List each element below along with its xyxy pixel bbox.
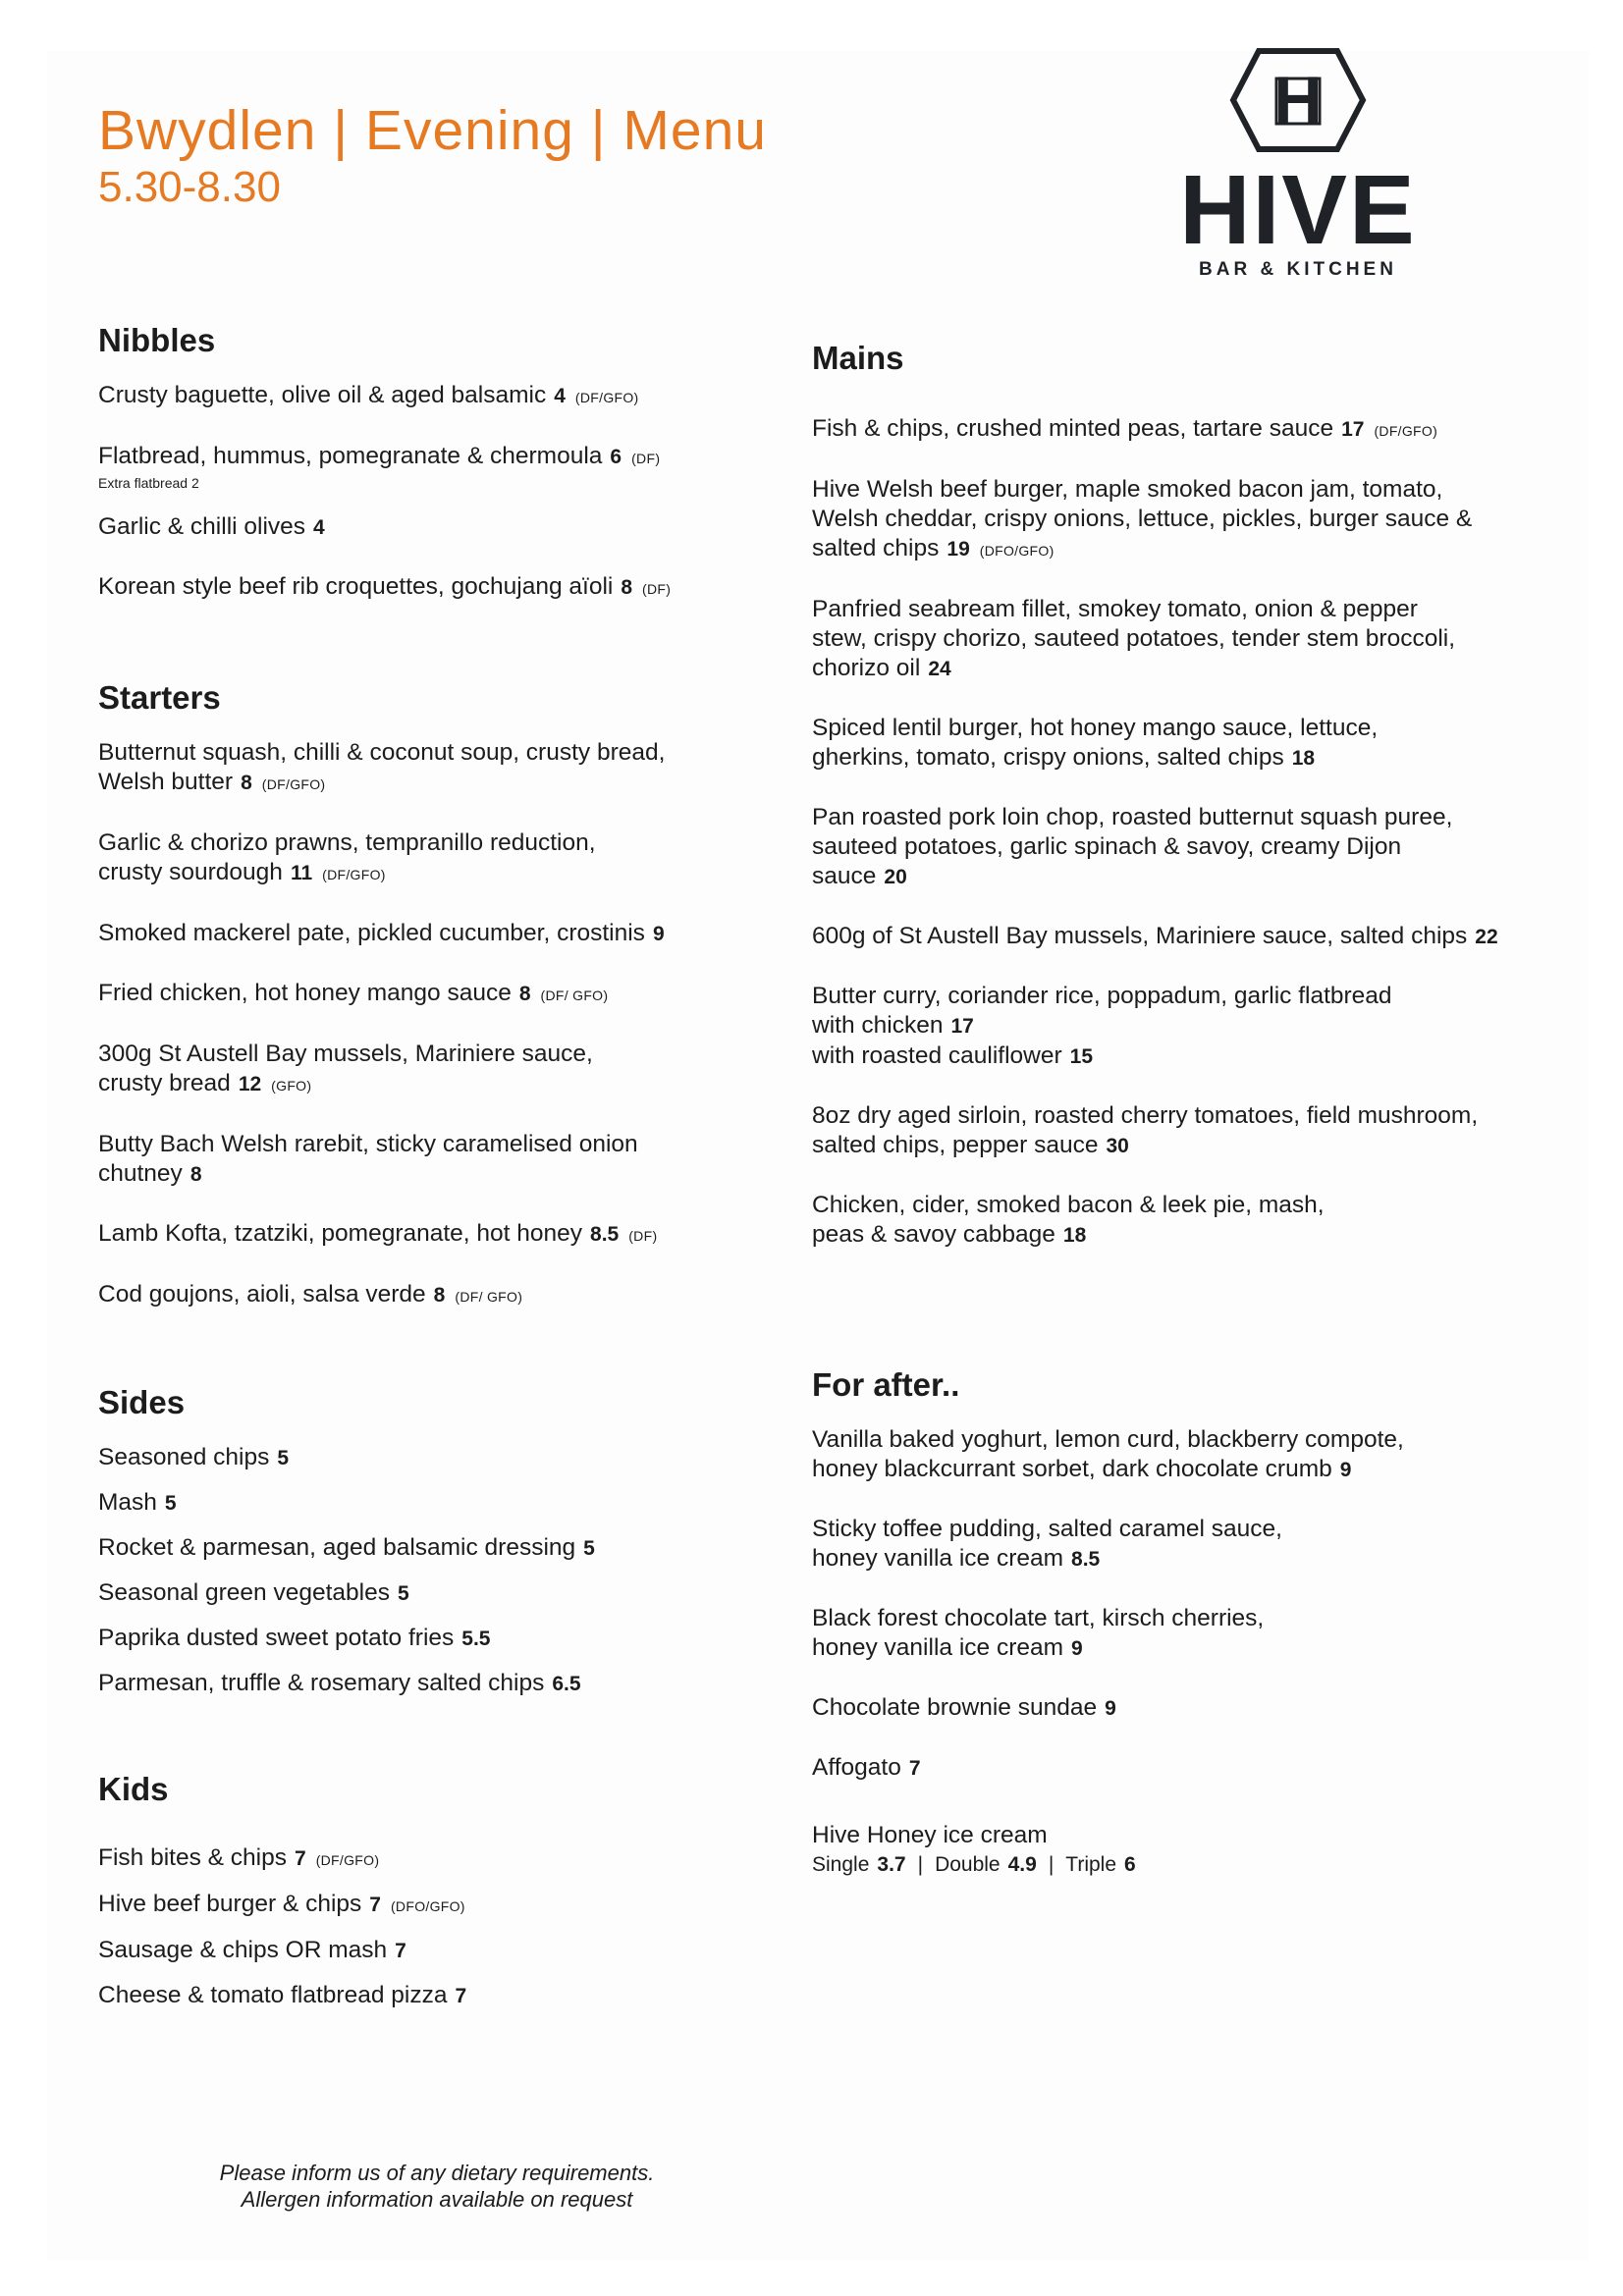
menu-item bbox=[98, 1443, 776, 1473]
item-name: Cheese & tomato flatbread pizza bbox=[98, 1982, 448, 2008]
item-price: 8.5 bbox=[1071, 1548, 1101, 1571]
item-name: Korean style beef rib croquettes, gochujang aïoli bbox=[98, 573, 614, 600]
option-label: Double bbox=[935, 1853, 1001, 1876]
item-price: 6 bbox=[1124, 1853, 1136, 1876]
item-name: Affogato bbox=[812, 1754, 901, 1781]
menu-item bbox=[98, 1843, 776, 1875]
menu-item bbox=[98, 919, 776, 949]
service-hours: 5.30-8.30 bbox=[98, 163, 281, 211]
item-name: Chicken, cider, smoked bacon & leek pie, mash, bbox=[812, 1192, 1325, 1218]
dietary-tag: (DFO/GFO) bbox=[390, 1898, 465, 1914]
item-name: Garlic & chorizo prawns, tempranillo reduction, bbox=[98, 829, 596, 856]
item-name-cont: honey blackcurrant sorbet, dark chocolate crumb bbox=[812, 1456, 1332, 1482]
item-name-cont: sauteed potatoes, garlic spinach & savoy, creamy Dijon bbox=[812, 833, 1402, 860]
item-price: 5.5 bbox=[461, 1628, 491, 1650]
dietary-tag: (DF/ GFO) bbox=[540, 988, 609, 1003]
item-name: Paprika dusted sweet potato fries bbox=[98, 1625, 455, 1651]
item-price: 19 bbox=[947, 538, 970, 561]
item-name: Butter curry, coriander rice, poppadum, garlic flatbread bbox=[812, 983, 1392, 1009]
menu-item bbox=[98, 1890, 776, 1921]
section-title: Kids bbox=[98, 1771, 169, 1807]
menu-item bbox=[98, 1280, 776, 1311]
item-name-cont: peas & savoy cabbage bbox=[812, 1221, 1055, 1248]
menu-item bbox=[98, 828, 776, 889]
dietary-tag: (DF/GFO) bbox=[1374, 423, 1438, 439]
menu-title: Bwydlen | Evening | Menu bbox=[98, 99, 767, 162]
option-label: with roasted cauliflower bbox=[812, 1042, 1062, 1069]
item-name: Fish bites & chips bbox=[98, 1844, 287, 1871]
kids-section bbox=[98, 1771, 776, 2026]
menu-item bbox=[98, 1981, 776, 2011]
item-name-cont: honey vanilla ice cream bbox=[812, 1545, 1064, 1572]
item-name: Fried chicken, hot honey mango sauce bbox=[98, 980, 512, 1006]
menu-item bbox=[812, 1515, 1588, 1575]
item-name: Pan roasted pork loin chop, roasted butternut squash puree, bbox=[812, 804, 1453, 830]
item-price: 15 bbox=[1069, 1045, 1094, 1068]
item-price: 5 bbox=[277, 1447, 290, 1469]
item-price: 22 bbox=[1475, 926, 1498, 948]
item-price: 18 bbox=[1062, 1224, 1087, 1247]
logo-subtitle: BAR & KITCHEN bbox=[1199, 259, 1397, 280]
item-name: Cod goujons, aioli, salsa verde bbox=[98, 1281, 426, 1308]
item-price: 24 bbox=[928, 658, 951, 680]
menu-item bbox=[812, 1604, 1588, 1664]
footer-line: Allergen information available on request bbox=[241, 2187, 633, 2212]
menu-item bbox=[98, 572, 776, 604]
menu-item bbox=[98, 1488, 776, 1519]
section-title: For after.. bbox=[812, 1366, 960, 1403]
separator: | bbox=[1048, 1853, 1055, 1876]
dietary-tag: (DF) bbox=[642, 581, 672, 597]
item-price: 30 bbox=[1106, 1135, 1129, 1157]
item-price: 8 bbox=[189, 1163, 202, 1186]
item-name: Crusty baguette, olive oil & aged balsamic bbox=[98, 382, 547, 408]
ice-cream-options bbox=[812, 1850, 1588, 1880]
dietary-tag: (DFO/GFO) bbox=[979, 543, 1055, 559]
starters-section bbox=[98, 679, 776, 1341]
dietary-tag: (DF/GFO) bbox=[315, 1852, 380, 1868]
menu-item bbox=[812, 1693, 1588, 1724]
item-name-cont: crusty bread bbox=[98, 1070, 231, 1096]
curry-option bbox=[812, 1041, 1588, 1072]
item-name-cont: crusty sourdough bbox=[98, 859, 283, 885]
item-price: 9 bbox=[652, 923, 665, 945]
menu-item bbox=[812, 1101, 1588, 1161]
logo-wordmark: HIVE bbox=[1179, 155, 1417, 265]
menu-item bbox=[98, 381, 776, 412]
item-price: 7 bbox=[295, 1847, 306, 1870]
item-price: 9 bbox=[1339, 1459, 1352, 1481]
section-title: Starters bbox=[98, 679, 221, 716]
section-title: Mains bbox=[812, 340, 904, 376]
ice-cream-item bbox=[812, 1821, 1588, 1880]
item-name-cont: salted chips bbox=[812, 535, 940, 561]
item-price: 4 bbox=[554, 385, 566, 407]
menu-item bbox=[812, 803, 1588, 892]
item-name: Lamb Kofta, tzatziki, pomegranate, hot honey bbox=[98, 1220, 583, 1247]
dietary-footer bbox=[98, 2160, 776, 2213]
dietary-tag: (DF) bbox=[628, 1228, 658, 1244]
item-price: 20 bbox=[884, 866, 907, 888]
menu-item bbox=[812, 595, 1588, 684]
item-name-cont: Welsh cheddar, crispy onions, lettuce, pickles, burger sauce & bbox=[812, 506, 1473, 532]
item-price: 17 bbox=[1341, 418, 1365, 441]
menu-item bbox=[98, 1624, 776, 1654]
item-price: 11 bbox=[290, 862, 313, 884]
curry-option bbox=[812, 1011, 1588, 1041]
item-price: 17 bbox=[950, 1015, 974, 1038]
item-name: Sticky toffee pudding, salted caramel sauce, bbox=[812, 1516, 1282, 1542]
item-name: Butternut squash, chilli & coconut soup, crusty bread, bbox=[98, 739, 666, 766]
nibbles-section bbox=[98, 322, 776, 633]
separator: | bbox=[917, 1853, 924, 1876]
dietary-tag: (DF/GFO) bbox=[574, 390, 639, 405]
option-label: with chicken bbox=[812, 1012, 944, 1039]
menu-item bbox=[98, 512, 776, 543]
menu-item bbox=[98, 1040, 776, 1100]
menu-item bbox=[812, 475, 1588, 565]
item-name: Spiced lentil burger, hot honey mango sauce, lettuce, bbox=[812, 715, 1379, 741]
menu-item bbox=[812, 1753, 1588, 1784]
item-name: Seasonal green vegetables bbox=[98, 1579, 390, 1606]
item-name: Smoked mackerel pate, pickled cucumber, crostinis bbox=[98, 920, 645, 946]
item-price: 7 bbox=[395, 1940, 406, 1962]
menu-item bbox=[812, 1425, 1588, 1485]
item-price: 8.5 bbox=[590, 1223, 620, 1246]
item-price: 5 bbox=[397, 1582, 409, 1605]
after-section bbox=[812, 1366, 1588, 1909]
footer-line: Please inform us of any dietary requirements. bbox=[219, 2161, 655, 2185]
menu-item bbox=[98, 1936, 776, 1966]
item-name: 300g St Austell Bay mussels, Mariniere sauce, bbox=[98, 1041, 593, 1067]
hive-logo bbox=[1166, 43, 1430, 285]
item-price: 7 bbox=[908, 1757, 921, 1780]
menu-item bbox=[98, 979, 776, 1010]
item-name: Butty Bach Welsh rarebit, sticky caramelised onion bbox=[98, 1131, 638, 1157]
menu-item bbox=[812, 414, 1588, 446]
item-note: Extra flatbread 2 bbox=[98, 475, 199, 491]
item-price: 7 bbox=[455, 1985, 467, 2007]
item-name-cont: chorizo oil bbox=[812, 655, 921, 681]
item-name: Sausage & chips OR mash bbox=[98, 1937, 388, 1963]
item-name-cont: chutney bbox=[98, 1160, 183, 1187]
menu-item bbox=[98, 442, 776, 491]
item-name: Mash bbox=[98, 1489, 157, 1516]
menu-item bbox=[98, 1669, 776, 1699]
mains-section bbox=[812, 340, 1588, 1280]
item-name: Hive Honey ice cream bbox=[812, 1822, 1048, 1848]
dietary-tag: (GFO) bbox=[271, 1078, 312, 1094]
menu-item bbox=[98, 738, 776, 799]
item-price: 9 bbox=[1105, 1697, 1116, 1720]
emblem-letter: H bbox=[1273, 63, 1323, 137]
item-price: 12 bbox=[238, 1073, 262, 1095]
item-price: 3.7 bbox=[877, 1853, 906, 1876]
dietary-tag: (DF/GFO) bbox=[261, 776, 326, 792]
item-name-cont: salted chips, pepper sauce bbox=[812, 1132, 1099, 1158]
option-label: Single bbox=[812, 1853, 870, 1876]
item-price: 8 bbox=[518, 983, 531, 1005]
dietary-tag: (DF/GFO) bbox=[322, 867, 386, 882]
item-name-cont: stew, crispy chorizo, sauteed potatoes, tender stem broccoli, bbox=[812, 625, 1456, 652]
section-title: Sides bbox=[98, 1384, 186, 1420]
item-name: Rocket & parmesan, aged balsamic dressing bbox=[98, 1534, 576, 1561]
item-name-cont: sauce bbox=[812, 863, 877, 889]
dietary-tag: (DF/ GFO) bbox=[455, 1289, 523, 1305]
item-name: 8oz dry aged sirloin, roasted cherry tomatoes, field mushroom, bbox=[812, 1102, 1479, 1129]
item-price: 8 bbox=[433, 1284, 446, 1307]
item-price: 4.9 bbox=[1007, 1853, 1037, 1876]
item-name: Seasoned chips bbox=[98, 1444, 270, 1470]
left-column bbox=[98, 322, 776, 2089]
item-name: 600g of St Austell Bay mussels, Mariniere sauce, salted chips bbox=[812, 923, 1468, 949]
item-price: 18 bbox=[1291, 747, 1316, 770]
dietary-tag: (DF) bbox=[631, 451, 661, 466]
item-name: Chocolate brownie sundae bbox=[812, 1694, 1098, 1721]
item-price: 8 bbox=[621, 576, 633, 599]
option-label: Triple bbox=[1065, 1853, 1117, 1876]
right-column bbox=[812, 340, 1588, 2008]
menu-item bbox=[98, 1130, 776, 1190]
menu-item-curry bbox=[812, 982, 1588, 1072]
item-price: 6.5 bbox=[552, 1673, 581, 1695]
menu-item bbox=[98, 1533, 776, 1564]
item-price: 5 bbox=[164, 1492, 177, 1515]
section-title: Nibbles bbox=[98, 322, 216, 358]
item-name: Parmesan, truffle & rosemary salted chips bbox=[98, 1670, 545, 1696]
item-price: 6 bbox=[610, 446, 622, 468]
item-name: Panfried seabream fillet, smokey tomato, onion & pepper bbox=[812, 596, 1418, 622]
item-name: Hive beef burger & chips bbox=[98, 1891, 362, 1917]
sides-section bbox=[98, 1384, 776, 1714]
item-price: 5 bbox=[583, 1537, 595, 1560]
item-name-cont: gherkins, tomato, crispy onions, salted chips bbox=[812, 744, 1284, 771]
menu-item bbox=[812, 1191, 1588, 1251]
item-name-cont: Welsh butter bbox=[98, 769, 234, 795]
item-price: 4 bbox=[313, 516, 325, 539]
item-name: Vanilla baked yoghurt, lemon curd, blackberry compote, bbox=[812, 1426, 1404, 1453]
item-name: Garlic & chilli olives bbox=[98, 513, 306, 540]
menu-item bbox=[98, 1219, 776, 1251]
item-name-cont: honey vanilla ice cream bbox=[812, 1634, 1064, 1661]
item-name: Black forest chocolate tart, kirsch cherries, bbox=[812, 1605, 1265, 1631]
item-price: 8 bbox=[241, 772, 252, 794]
item-name: Flatbread, hummus, pomegranate & chermoula bbox=[98, 443, 603, 469]
item-price: 7 bbox=[369, 1894, 381, 1916]
menu-item bbox=[98, 1578, 776, 1609]
item-name: Hive Welsh beef burger, maple smoked bacon jam, tomato, bbox=[812, 476, 1443, 503]
menu-item bbox=[812, 714, 1588, 774]
menu-item bbox=[812, 922, 1588, 952]
item-price: 9 bbox=[1071, 1637, 1083, 1660]
item-name: Fish & chips, crushed minted peas, tartare sauce bbox=[812, 415, 1334, 442]
